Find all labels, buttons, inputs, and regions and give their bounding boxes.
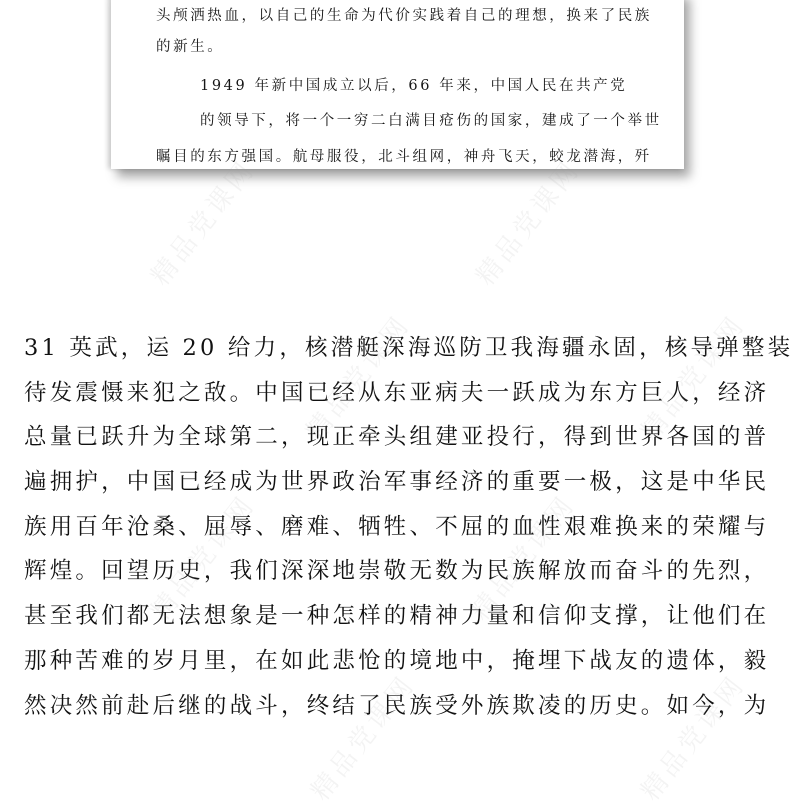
watermark-text: 精品党课网 bbox=[305, 669, 422, 807]
body-paragraph bbox=[24, 326, 800, 728]
watermark-text: 精品党课网 bbox=[470, 154, 587, 292]
watermark-text: 精品党课网 bbox=[145, 154, 262, 292]
card-text-line: 的领导下，将一个一穷二白满目疮伤的国家，建成了一个举世 bbox=[200, 113, 662, 129]
card-text-line: 的新生。 bbox=[156, 39, 225, 55]
body-text-line: 31 英武，运 20 给力，核潜艇深海巡防卫我海疆永固，核导弹整装 bbox=[24, 335, 794, 361]
document-page-preview bbox=[111, 0, 684, 169]
body-text-line: 甚至我们都无法想象是一种怎样的精神力量和信仰支撑，让他们在 bbox=[24, 603, 770, 630]
watermark-text: 精品党课网 bbox=[300, 309, 417, 447]
body-text-line: 那种苦难的岁月里，在如此悲怆的境地中，掩埋下战友的遗体，毅 bbox=[24, 647, 770, 674]
card-text-line: 头颅洒热血，以自己的生命为代价实践着自己的理想，换来了民族 bbox=[156, 8, 652, 24]
card-text-line: 1949 年新中国成立以后，66 年来，中国人民在共产党 bbox=[200, 78, 628, 94]
watermark-text: 精品党课网 bbox=[465, 489, 582, 627]
watermark-text: 精品党课网 bbox=[145, 489, 262, 627]
card-text-line: 瞩目的东方强国。航母服役，北斗组网，神舟飞天，蛟龙潜海，歼 bbox=[156, 149, 652, 165]
body-text-line: 遍拥护，中国已经成为世界政治军事经济的重要一极，这是中华民 bbox=[24, 469, 770, 496]
body-text-line: 辉煌。回望历史，我们深深地崇敬无数为民族解放而奋斗的先烈， bbox=[24, 558, 770, 585]
body-text-line: 然决然前赴后继的战斗，终结了民族受外族欺凌的历史。如今，为 bbox=[24, 692, 770, 719]
watermark-text: 精品党课网 bbox=[635, 669, 752, 807]
watermark-text: 精品党课网 bbox=[635, 309, 752, 447]
body-text-line: 总量已跃升为全球第二，现正牵头组建亚投行，得到世界各国的普 bbox=[24, 424, 770, 451]
body-text-line: 待发震慑来犯之敌。中国已经从东亚病夫一跃成为东方巨人，经济 bbox=[24, 379, 770, 406]
body-text-line: 族用百年沧桑、屈辱、磨难、牺牲、不屈的血性艰难换来的荣耀与 bbox=[24, 513, 770, 540]
